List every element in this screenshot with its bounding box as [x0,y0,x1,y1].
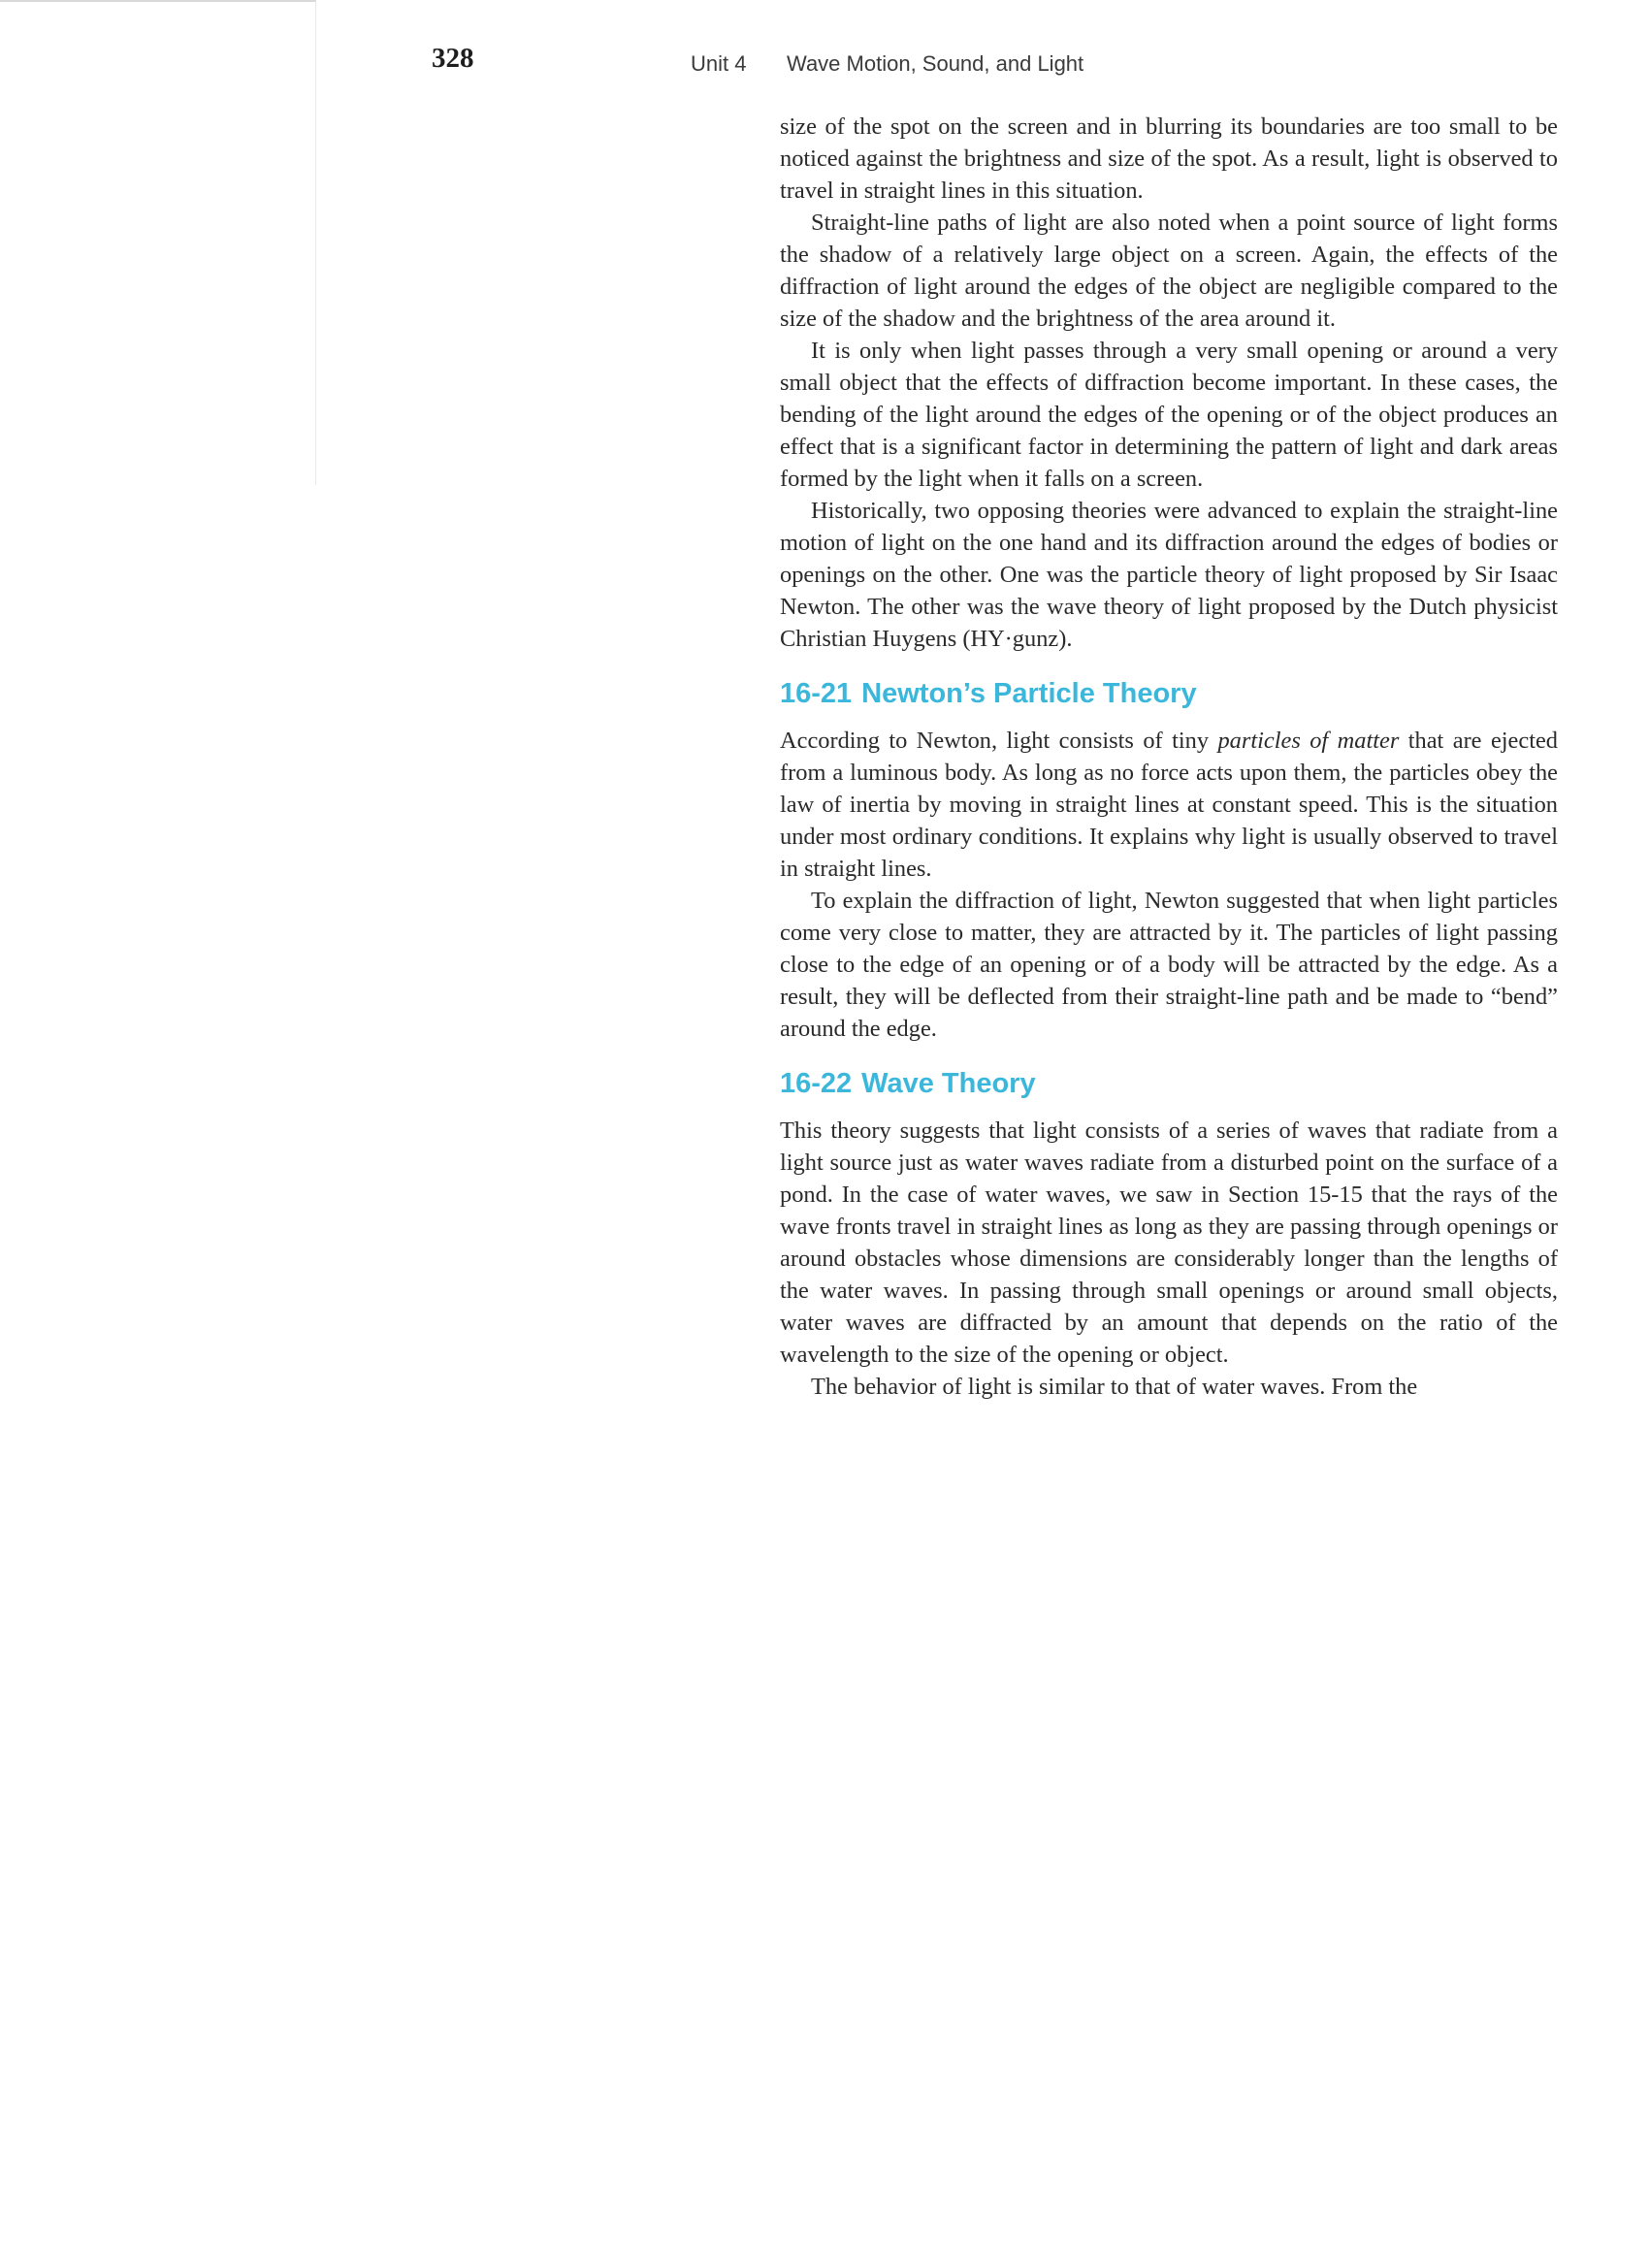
section-heading-16-22 [780,1066,1558,1101]
page-number: 328 [432,43,474,74]
scan-edge-artifact [0,0,316,485]
section-heading-16-21 [780,676,1558,711]
intro-paragraph-1: size of the spot on the screen and in blurring its boundaries are too small to be noticed against the brightness and size of the spot. As a result, light is observed to travel in straight lines in this situation. [780,113,1558,204]
intro-paragraph-2: Straight-line paths of light are also noted when a point source of light forms the shadow of a relatively large object on a screen. Again, the effects of the diffraction of light around the edges of the object are negligible compared to the size of the shadow and the brightness of the area around it. [780,210,1558,332]
particle-theory-paragraph-2: To explain the diffraction of light, Newton suggested that when light particles come very close to matter, they are attracted by it. The particles of light passing close to the edge of an opening or of a body will be attracted by the edge. As a result, they will be deflected from their straight-line path and be made to “bend” around the edge. [780,888,1558,1042]
wave-theory-paragraph-1: This theory suggests that light consists of a series of waves that radiate from a light source just as water waves radiate from a disturbed point on the surface of a pond. In the case of water waves, we saw in Section 15-15 that the rays of the wave fronts travel in straight lines as long as they are passing through openings or around obstacles whose dimensions are considerably longer than the lengths of the water waves. In passing through small openings or around small objects, water waves are diffracted by an amount that depends on the ratio of the wavelength to the size of the opening or object. [780,1118,1558,1368]
section-number: 16-21 [780,678,853,709]
section-title: Wave Theory [861,1068,1036,1099]
text-run: that are ejected from a luminous body. As long as no force acts upon them, the particles obey the law of inertia by moving in straight lines at constant speed. This is the situation under most ordinary conditions. It explains why light is usually observed to travel in straight lines. [780,728,1558,882]
emphasis-particles-of-matter: particles of matter [1217,728,1400,754]
particle-theory-paragraph-1 [780,725,1558,885]
wave-theory-paragraph-2: The behavior of light is similar to that of water waves. From the [811,1374,1418,1400]
text-run: According to Newton, light consists of tiny [780,728,1218,754]
unit-title: Wave Motion, Sound, and Light [787,51,1084,76]
intro-paragraph-4: Historically, two opposing theories were advanced to explain the straight-line motion of light on the one hand and its diffraction around the edges of bodies or openings on the other. One was the particle theory of light proposed by Sir Isaac Newton. The other was the wave theory of light proposed by the Dutch physicist Christian Huygens (HY·gunz). [780,498,1558,652]
section-title: Newton’s Particle Theory [861,678,1197,709]
running-head [432,43,1557,81]
text-column [780,111,1558,1403]
intro-paragraph-3: It is only when light passes through a very small opening or around a very small object that the effects of diffraction become important. In these cases, the bending of the light around the edges of the opening or of the object produces an effect that is a significant factor in determining the pattern of light and dark areas formed by the light when it falls on a screen. [780,338,1558,492]
unit-label: Unit 4 [691,51,747,76]
section-number: 16-22 [780,1068,853,1099]
